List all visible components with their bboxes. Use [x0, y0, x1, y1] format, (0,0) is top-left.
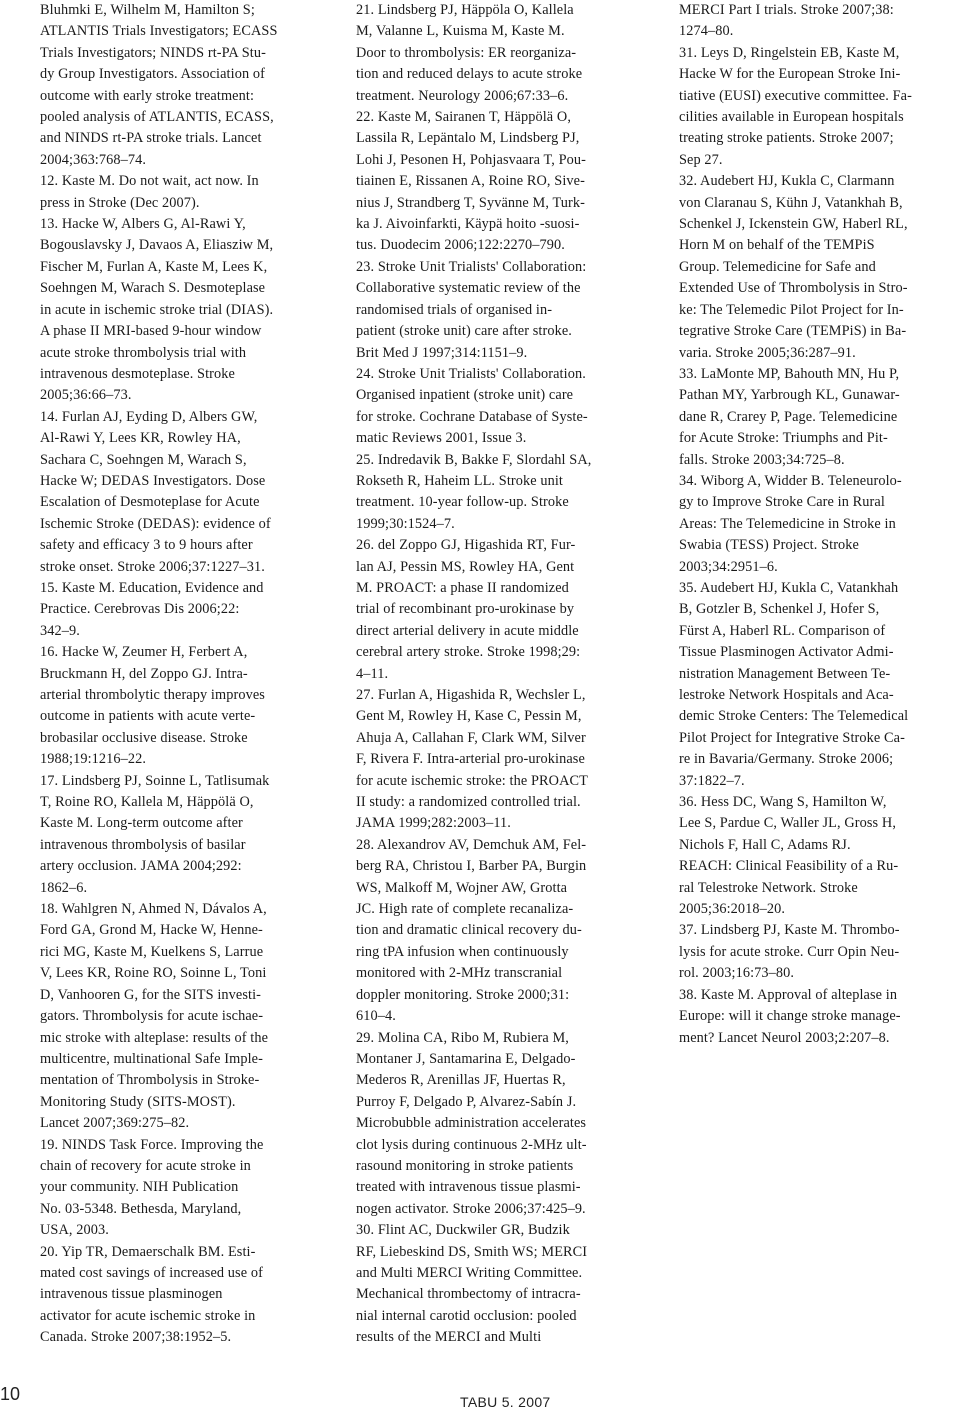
reference-line: 13. Hacke W, Albers G, Al-Rawi Y, — [40, 216, 246, 233]
reference-line: tiainen E, Rissanen A, Roine RO, Sive- — [356, 173, 585, 190]
reference-line: Brit Med J 1997;314:1151–9. — [356, 344, 528, 361]
reference-line: 37. Lindsberg PJ, Kaste M. Thrombo- — [679, 922, 900, 939]
reference-line: pooled analysis of ATLANTIS, ECASS, — [40, 109, 274, 126]
reference-line: Ford GA, Grond M, Hacke W, Henne- — [40, 922, 263, 939]
reference-line: Lancet 2007;369:275–82. — [40, 1115, 190, 1132]
reference-line: treated with intravenous tissue plasmi- — [356, 1179, 581, 1196]
reference-line: cilities available in European hospitals — [679, 109, 904, 126]
reference-line: ATLANTIS Trials Investigators; ECASS — [40, 23, 278, 40]
reference-line: Al-Rawi Y, Lees KR, Rowley HA, — [40, 430, 241, 447]
reference-line: Tissue Plasminogen Activator Admi- — [679, 644, 894, 661]
reference-line: 20. Yip TR, Demaerschalk BM. Esti- — [40, 1243, 256, 1260]
reference-line: 36. Hess DC, Wang S, Hamilton W, — [679, 794, 887, 811]
reference-line: Kaste M. Long-term outcome after — [40, 815, 243, 832]
reference-line: rasound monitoring in stroke patients — [356, 1157, 574, 1174]
reference-line: 14. Furlan AJ, Eyding D, Albers GW, — [40, 408, 258, 425]
reference-line: Montaner J, Santamarina E, Delgado- — [356, 1050, 576, 1067]
reference-line: press in Stroke (Dec 2007). — [40, 194, 200, 211]
reference-line: Fischer M, Furlan A, Kaste M, Lees K, — [40, 258, 268, 275]
reference-line: patient (stroke unit) care after stroke. — [356, 323, 572, 340]
reference-line: Bogouslavsky J, Davaos A, Eliasziw M, — [40, 237, 274, 254]
reference-line: 2005;36:2018–20. — [679, 901, 786, 918]
reference-line: lestroke Network Hospitals and Aca- — [679, 687, 894, 703]
reference-line: No. 03-5348. Bethesda, Maryland, — [40, 1200, 242, 1217]
reference-line: trial of recombinant pro-urokinase by — [356, 601, 575, 618]
reference-line: tus. Duodecim 2006;122:2270–790. — [356, 237, 565, 254]
reference-line: M, Valanne L, Kuisma M, Kaste M. — [356, 23, 565, 40]
reference-line: Trials Investigators; NINDS rt-PA Stu- — [40, 44, 266, 61]
reference-line: 1999;30:1524–7. — [356, 515, 455, 532]
reference-line: gators. Thrombolysis for acute ischae- — [40, 1008, 264, 1025]
reference-line: Escalation of Desmoteplase for Acute — [40, 494, 260, 511]
reference-line: intravenous thrombolysis of basilar — [40, 836, 246, 853]
reference-line: activator for acute ischemic stroke in — [40, 1307, 256, 1324]
reference-line: safety and efficacy 3 to 9 hours after — [40, 537, 253, 554]
reference-line: F, Rivera F. Intra-arterial pro-urokinase — [356, 751, 585, 768]
reference-line: dane R, Crarey P, Page. Telemedicine — [679, 408, 898, 425]
reference-line: Schenkel J, Ickenstein GW, Haberl RL, — [679, 216, 908, 233]
reference-line: Microbubble administration accelerates — [356, 1115, 587, 1132]
reference-line: 26. del Zoppo GJ, Higashida RT, Fur- — [356, 537, 576, 554]
reference-line: 37:1822–7. — [679, 772, 745, 789]
reference-line: arterial thrombolytic therapy improves — [40, 687, 265, 703]
reference-line: lysis for acute stroke. Curr Opin Neu- — [679, 943, 900, 960]
reference-line: results of the MERCI and Multi — [356, 1329, 542, 1346]
reference-line: Pilot Project for Integrative Stroke Ca- — [679, 729, 905, 746]
reference-line: 2004;363:768–74. — [40, 151, 147, 168]
reference-line: lan AJ, Pessin MS, Rowley HA, Gent — [356, 558, 575, 575]
journal-issue: TABU 5. 2007 — [460, 1394, 551, 1410]
reference-line: randomised trials of organised in- — [356, 301, 553, 318]
reference-line: Collaborative systematic review of the — [356, 280, 581, 297]
reference-line: in acute in ischemic stroke trial (DIAS). — [40, 301, 274, 318]
reference-line: artery occlusion. JAMA 2004;292: — [40, 858, 242, 875]
reference-line: Soehngen M, Warach S. Desmoteplase — [40, 280, 266, 297]
reference-line: 22. Kaste M, Sairanen T, Häppölä O, — [356, 109, 571, 126]
reference-line: demic Stroke Centers: The Telemedical — [679, 708, 909, 725]
reference-line: 34. Wiborg A, Widder B. Teleneurolo- — [679, 472, 902, 489]
reference-line: for acute ischemic stroke: the PROACT — [356, 772, 588, 789]
reference-line: treatment. Neurology 2006;67:33–6. — [356, 87, 569, 104]
reference-line: rol. 2003;16:73–80. — [679, 965, 795, 982]
reference-line: Pathan MY, Yarbrough KL, Gunawar- — [679, 387, 900, 404]
reference-line: USA, 2003. — [40, 1222, 109, 1239]
reference-line: nogen activator. Stroke 2006;37:425–9. — [356, 1200, 586, 1217]
reference-line: JC. High rate of complete recanaliza- — [356, 901, 574, 918]
reference-line: WS, Malkoff M, Wojner AW, Grotta — [356, 879, 568, 896]
reference-line: 610–4. — [356, 1008, 396, 1025]
reference-line: 29. Molina CA, Ribo M, Rubiera M, — [356, 1029, 569, 1046]
reference-line: mentation of Thrombolysis in Stroke- — [40, 1072, 260, 1089]
reference-line: rici MG, Kaste M, Kuelkens S, Larrue — [40, 943, 264, 960]
reference-line: mic stroke with alteplase: results of the — [40, 1029, 269, 1046]
reference-line: monitored with 2-MHz transcranial — [356, 965, 563, 982]
reference-line: outcome in patients with acute verte- — [40, 708, 256, 725]
reference-line: chain of recovery for acute stroke in — [40, 1157, 251, 1174]
reference-line: dy Group Investigators. Association of — [40, 66, 265, 83]
reference-line: treating stroke patients. Stroke 2007; — [679, 130, 894, 147]
reference-line: 17. Lindsberg PJ, Soinne L, Tatlisumak — [40, 772, 270, 789]
reference-line: acute stroke thrombolysis trial with — [40, 344, 247, 361]
reference-line: falls. Stroke 2003;34:725–8. — [679, 451, 845, 468]
reference-line: 35. Audebert HJ, Kukla C, Vatankhah — [679, 579, 899, 596]
reference-line: and Multi MERCI Writing Committee. — [356, 1264, 583, 1281]
reference-line: nius J, Strandberg T, Syvänne M, Turk- — [356, 194, 585, 211]
reference-line: 18. Wahlgren N, Ahmed N, Dávalos A, — [40, 901, 267, 918]
reference-line: Areas: The Telemedicine in Stroke in — [679, 515, 896, 532]
reference-line: Horn M on behalf of the TEMPiS — [679, 237, 875, 254]
reference-line: for stroke. Cochrane Database of Syste- — [356, 408, 588, 425]
reference-line: intravenous desmoteplase. Stroke — [40, 365, 235, 382]
reference-line: Sep 27. — [679, 151, 723, 168]
reference-line: A phase II MRI-based 9-hour window — [40, 323, 262, 340]
reference-line: Lohi J, Pesonen H, Pohjasvaara T, Pou- — [356, 151, 587, 168]
reference-line: nistration Management Between Te- — [679, 665, 891, 682]
reference-line: Mederos R, Arenillas JF, Huertas R, — [356, 1072, 566, 1089]
page-number: 10 — [0, 1384, 21, 1404]
reference-line: Monitoring Study (SITS-MOST). — [40, 1093, 236, 1110]
reference-line: gy to Improve Stroke Care in Rural — [679, 494, 885, 511]
reference-line: ke: The Telemedic Pilot Project for In- — [679, 301, 904, 318]
reference-line: mated cost savings of increased use of — [40, 1264, 263, 1281]
reference-line: Swabia (TESS) Project. Stroke — [679, 537, 859, 554]
reference-line: B, Gotzler B, Schenkel J, Hofer S, — [679, 601, 880, 618]
reference-line: 38. Kaste M. Approval of alteplase in — [679, 986, 898, 1003]
reference-line: ral Telestroke Network. Stroke — [679, 879, 858, 896]
reference-line: Ahuja A, Callahan F, Clark WM, Silver — [356, 729, 586, 746]
reference-line: Europe: will it change stroke manage- — [679, 1008, 901, 1025]
reference-line: 33. LaMonte MP, Bahouth MN, Hu P, — [679, 365, 900, 382]
reference-line: Rokseth R, Haheim LL. Stroke unit — [356, 472, 564, 489]
reference-line: 1862–6. — [40, 879, 88, 896]
reference-line: Purroy F, Delgado P, Alvarez-Sabín J. — [356, 1093, 577, 1110]
reference-line: tion and dramatic clinical recovery du- — [356, 922, 582, 939]
reference-line: Bruckmann H, del Zoppo GJ. Intra- — [40, 665, 248, 682]
reference-line: 12. Kaste M. Do not wait, act now. In — [40, 173, 259, 190]
reference-line: RF, Liebeskind DS, Smith WS; MERCI — [356, 1243, 588, 1260]
reference-line: 15. Kaste M. Education, Evidence and — [40, 579, 264, 596]
reference-line: treatment. 10-year follow-up. Stroke — [356, 494, 569, 511]
reference-line: varia. Stroke 2005;36:287–91. — [679, 344, 856, 361]
reference-line: 21. Lindsberg PJ, Häppöla O, Kallela — [356, 2, 574, 18]
reference-line: Hacke W for the European Stroke Ini- — [679, 66, 901, 83]
reference-line: nial internal carotid occlusion: pooled — [356, 1307, 577, 1324]
reference-line: re in Bavaria/Germany. Stroke 2006; — [679, 751, 894, 768]
reference-line: T, Roine RO, Kallela M, Häppölä O, — [40, 794, 254, 811]
reference-line: for Acute Stroke: Triumphs and Pit- — [679, 430, 888, 447]
reference-line: Gent M, Rowley H, Kase C, Pessin M, — [356, 708, 582, 725]
reference-line: Ischemic Stroke (DEDAS): evidence of — [40, 515, 271, 532]
reference-line: 4–11. — [356, 665, 389, 682]
reference-line: Group. Telemedicine for Safe and — [679, 258, 876, 275]
reference-line: Nichols F, Hall C, Adams RJ. — [679, 836, 851, 853]
reference-line: M. PROACT: a phase II randomized — [356, 579, 569, 596]
reference-line: von Claranau S, Kühn J, Vatankhah B, — [679, 194, 903, 211]
reference-line: Extended Use of Thrombolysis in Stro- — [679, 280, 908, 297]
reference-line: 25. Indredavik B, Bakke F, Slordahl SA, — [356, 451, 592, 468]
reference-line: 2005;36:66–73. — [40, 387, 132, 404]
reference-line: 27. Furlan A, Higashida R, Wechsler L, — [356, 687, 586, 703]
reference-line: brobasilar occlusive disease. Stroke — [40, 729, 248, 746]
reference-line: D, Vanhooren G, for the SITS investi- — [40, 986, 262, 1003]
reference-line: cerebral artery stroke. Stroke 1998;29: — [356, 644, 581, 661]
reference-line: Organised inpatient (stroke unit) care — [356, 387, 574, 404]
reference-line: 31. Leys D, Ringelstein EB, Kaste M, — [679, 44, 900, 61]
reference-line: Practice. Cerebrovas Dis 2006;22: — [40, 601, 240, 618]
reference-line: Lassila R, Lepäntalo M, Lindsberg PJ, — [356, 130, 580, 147]
reference-line: Door to thrombolysis: ER reorganiza- — [356, 44, 577, 61]
reference-line: 342–9. — [40, 622, 80, 639]
reference-line: Fürst A, Haberl RL. Comparison of — [679, 622, 886, 639]
reference-line: Lee S, Pardue C, Waller JL, Gross H, — [679, 815, 896, 832]
reference-line: ment? Lancet Neurol 2003;2:207–8. — [679, 1029, 890, 1046]
reference-line: II study: a randomized controlled trial. — [356, 794, 581, 811]
reference-line: REACH: Clinical Feasibility of a Ru- — [679, 858, 899, 875]
reference-line: 32. Audebert HJ, Kukla C, Clarmann — [679, 173, 895, 190]
reference-line: berg RA, Christou I, Barber PA, Burgin — [356, 858, 587, 875]
reference-line: 23. Stroke Unit Trialists' Collaboration: — [356, 258, 587, 275]
reference-line: multicentre, multinational Safe Imple- — [40, 1050, 263, 1067]
reference-line: Hacke W; DEDAS Investigators. Dose — [40, 472, 266, 489]
reference-line: tion and reduced delays to acute stroke — [356, 66, 583, 83]
reference-line: V, Lees KR, Roine RO, Soinne L, Toni — [40, 965, 267, 982]
reference-line: MERCI Part I trials. Stroke 2007;38: — [679, 2, 894, 18]
reference-line: stroke onset. Stroke 2006;37:1227–31. — [40, 558, 265, 575]
reference-line: 28. Alexandrov AV, Demchuk AM, Fel- — [356, 836, 587, 853]
reference-line: 19. NINDS Task Force. Improving the — [40, 1136, 264, 1153]
reference-line: 30. Flint AC, Duckwiler GR, Budzik — [356, 1222, 570, 1239]
reference-line: 1274–80. — [679, 23, 734, 40]
references-column-1 — [40, 0, 330, 1349]
reference-line: 24. Stroke Unit Trialists' Collaboration. — [356, 365, 586, 382]
reference-line: Mechanical thrombectomy of intracra- — [356, 1286, 581, 1303]
reference-line: ring tPA infusion when continuously — [356, 943, 569, 960]
reference-line: intravenous tissue plasminogen — [40, 1286, 223, 1303]
reference-line: and NINDS rt-PA stroke trials. Lancet — [40, 130, 262, 147]
references-column-2 — [356, 0, 648, 1349]
reference-line: 1988;19:1216–22. — [40, 751, 147, 768]
references-column-3 — [679, 0, 951, 1049]
reference-line: tegrative Stroke Care (TEMPiS) in Ba- — [679, 323, 907, 340]
reference-line: outcome with early stroke treatment: — [40, 87, 255, 104]
reference-line: your community. NIH Publication — [40, 1179, 239, 1196]
reference-line: ka J. Aivoinfarkti, Käypä hoito -suosi- — [356, 216, 580, 233]
reference-line: doppler monitoring. Stroke 2000;31: — [356, 986, 570, 1003]
reference-line: matic Reviews 2001, Issue 3. — [356, 430, 527, 447]
reference-line: JAMA 1999;282:2003–11. — [356, 815, 511, 832]
reference-line: tiative (EUSI) executive committee. Fa- — [679, 87, 912, 104]
reference-line: 16. Hacke W, Zeumer H, Ferbert A, — [40, 644, 248, 661]
reference-line: Sachara C, Soehngen M, Warach S, — [40, 451, 247, 468]
reference-line: Canada. Stroke 2007;38:1952–5. — [40, 1329, 232, 1346]
reference-line: clot lysis during continuous 2-MHz ult- — [356, 1136, 587, 1153]
reference-line: 2003;34:2951–6. — [679, 558, 778, 575]
reference-line: direct arterial delivery in acute middle — [356, 622, 579, 639]
reference-line: Bluhmki E, Wilhelm M, Hamilton S; — [40, 2, 255, 18]
